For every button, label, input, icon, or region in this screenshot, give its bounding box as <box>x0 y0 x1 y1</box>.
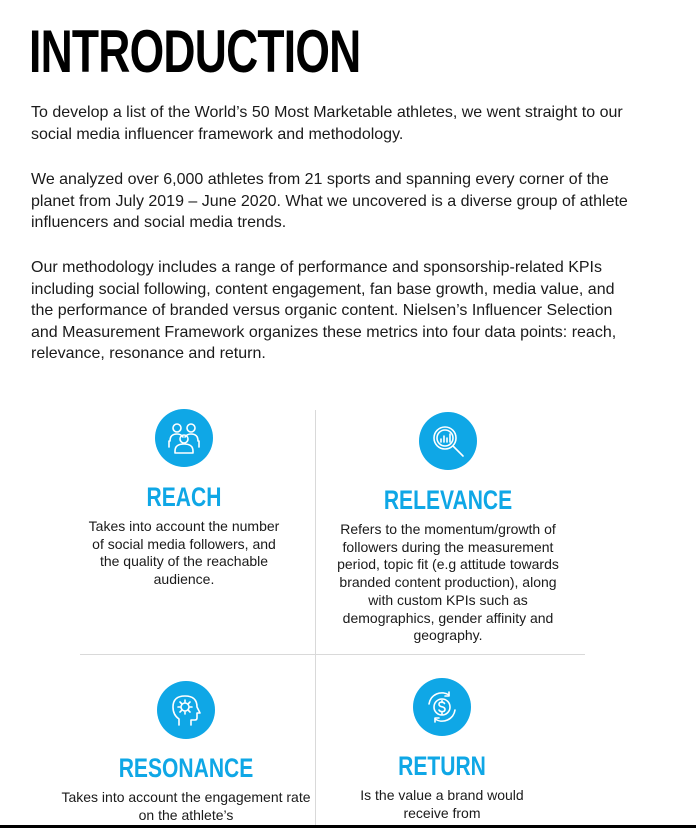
head-gear-icon <box>157 681 215 739</box>
intro-paragraph-3: Our methodology includes a range of performance and sponsorship-related KPIs including social following, content engagement, fan base growth, media value, and the performance of branded versus organic content. Nielsen’s Influencer Selection and Measurement Framework organizes these metrics into four data points: reach, relevance, resonance and return. <box>31 259 617 362</box>
page-title: INTRODUCTION <box>29 18 361 85</box>
resonance-heading: RESONANCE <box>118 753 254 783</box>
relevance-description: Refers to the momentum/growth of followers during the measurement period, topic fit (e.g attitude towards branded content production), along with custom KPIs such as demographics, gender affinity and geography. <box>337 521 559 644</box>
reach-heading: REACH <box>146 482 222 512</box>
dollar-cycle-icon <box>413 678 471 736</box>
return-heading: RETURN <box>398 751 486 781</box>
relevance-heading: RELEVANCE <box>383 485 513 515</box>
grid-vertical-divider <box>315 410 316 828</box>
intro-paragraph-1: To develop a list of the World’s 50 Most Marketable athletes, we went straight to our social media influencer framework and methodology. <box>31 104 623 143</box>
intro-paragraph-2: We analyzed over 6,000 athletes from 21 sports and spanning every corner of the planet from July 2019 – June 2020. What we uncovered is a diverse group of athlete influencers and social media trends. <box>31 171 628 231</box>
resonance-description: Takes into account the engagement rate on the athlete’s <box>61 789 311 823</box>
grid-horizontal-divider <box>80 654 585 655</box>
return-description: Is the value a brand would receive from <box>360 787 524 821</box>
people-group-icon <box>155 409 213 467</box>
magnifier-chart-icon <box>419 412 477 470</box>
reach-description: Takes into account the number of social media followers, and the quality of the reachable audience. <box>88 518 280 588</box>
